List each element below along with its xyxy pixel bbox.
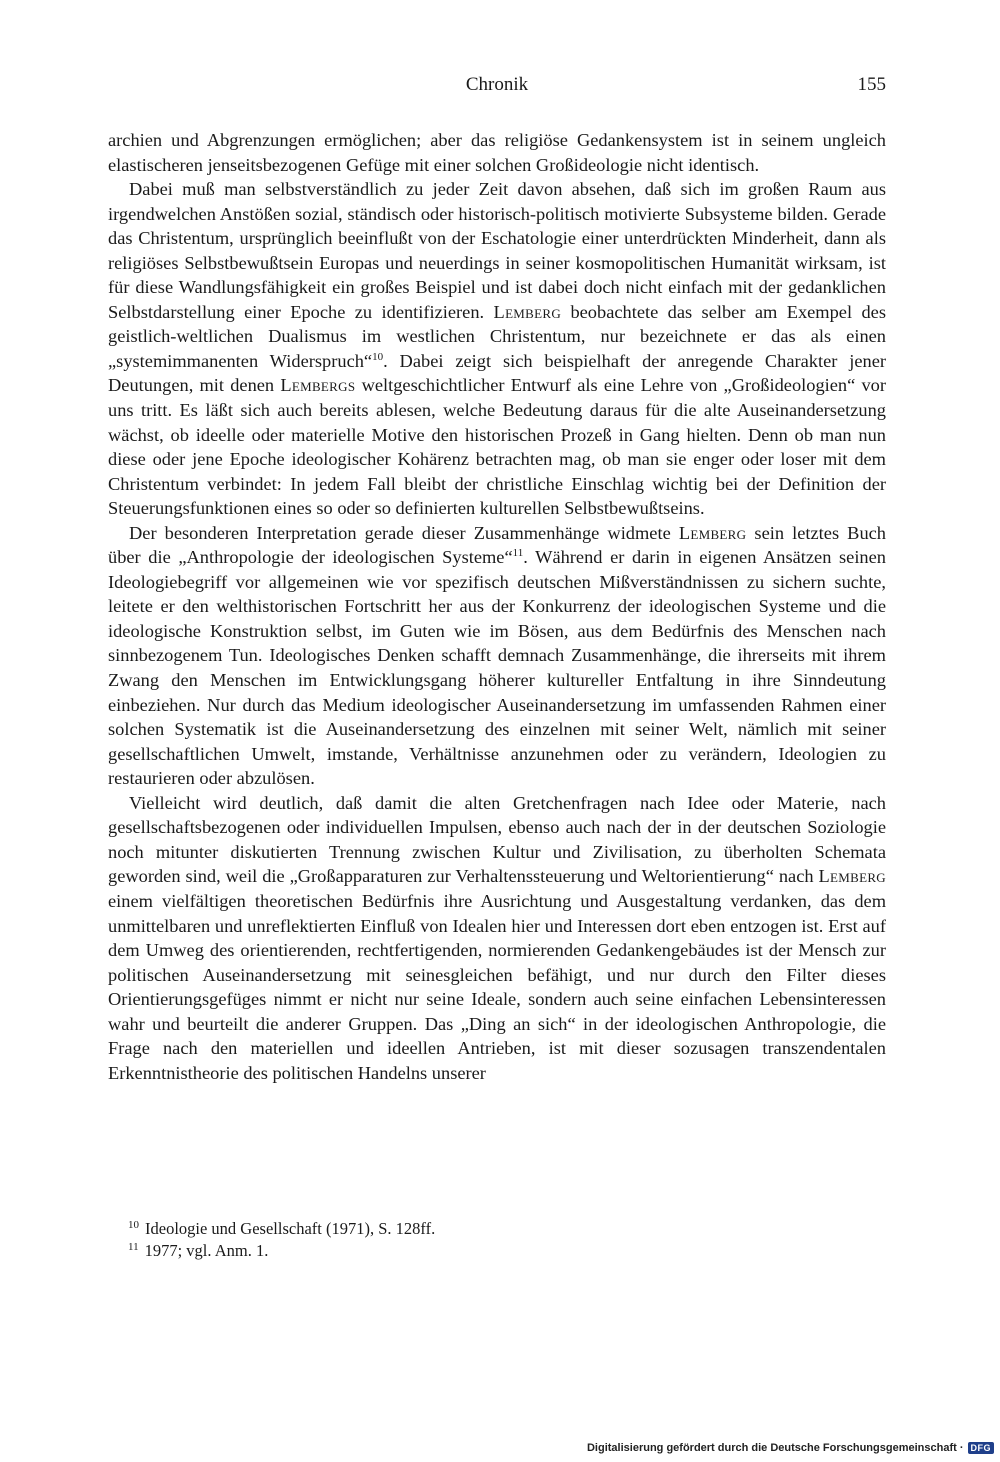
paragraph-text: . Dabei zeigt sich beispielhaft der anregende Charakter jener Deutungen, mit denen: [108, 350, 886, 396]
paragraph-text: Der besonderen Interpretation gerade dieser Zusammenhänge widmete: [129, 522, 679, 543]
paragraph: [108, 521, 886, 791]
footnote-mark: 10: [128, 1218, 139, 1231]
body-text: [108, 128, 886, 1085]
page-header: [108, 74, 886, 100]
paragraph: [108, 128, 886, 177]
funding-banner: [587, 1440, 994, 1456]
author-name: Lemberg: [818, 866, 886, 887]
running-title: Chronik: [465, 74, 529, 95]
footnote-text: Ideologie und Gesellschaft (1971), S. 128ff.: [145, 1219, 436, 1238]
footnote: [128, 1218, 828, 1240]
paragraph-text: Vielleicht wird deutlich, daß damit die alten Gretchenfragen nach Idee oder Materie, nach gesellschaftsbezogenen oder individuellen Impulsen, ebenso auch nach der in der deutschen Soziologie noch mitunter diskutierten Trennung zwischen Kultur und Zivilisation, zu überholten Schemata geworden sind, weil die „Großapparaturen zur Verhaltenssteuerung und Weltorientierung“ nach: [108, 792, 886, 887]
page-number: 155: [857, 74, 886, 95]
dfg-logo-icon: DFG: [968, 1442, 995, 1454]
paragraph-text: sein letztes Buch über die „Anthropologie der ideologischen Systeme“: [108, 522, 886, 568]
footnote-reference: 10: [372, 350, 384, 363]
footnote-mark: 11: [128, 1240, 139, 1253]
paragraph-text: archien und Abgrenzungen ermöglichen; aber das religiöse Gedankensystem ist in seinem ungleich elastischeren jenseitsbezogenen Gefüge mit einer solchen Großideologie nicht identisch.: [108, 130, 886, 175]
author-name: Lemberg: [678, 522, 747, 543]
author-name: Lemberg: [493, 301, 562, 322]
footnote: [128, 1240, 828, 1262]
paragraph-text: einem vielfältigen theoretischen Bedürfnis ihre Ausrichtung und Ausgestaltung verdanken, das dem unmittelbaren und unreflektierten Einfluß von Idealen hier und Interessen dort eben entzogen ist. Erst auf dem Umweg des orientierenden, rechtfertigenden, normierenden Gedankengebäudes ist der Mensch zur politischen Auseinandersetzung mit seinesgleichen befähigt, und nur durch den Filter dieses Orientierungsgefüges nimmt er nicht nur seine Ideale, sondern auch seine einfachen Lebensinteressen wahr und beurteilt die anderer Gruppen. Das „Ding an sich“ in der ideologischen Anthropologie, die Frage nach den materiellen und ideellen Antrieben, ist mit dieser sozusagen transzendentalen Erkenntnistheorie des politischen Handelns unserer: [108, 890, 886, 1083]
funding-text: Digitalisierung gefördert durch die Deutsche Forschungsgemeinschaft ·: [586, 1442, 964, 1454]
footnotes: [128, 1218, 828, 1262]
paragraph-text: weltgeschichtlicher Entwurf als eine Lehre von „Großideologien“ vor uns tritt. Es läßt sich auch bereits ablesen, welche Bedeutung daraus für die alte Auseinandersetzung wächst, ob ideelle oder materielle Motive den historischen Prozeß in Gang hielten. Denn ob man nun diese oder jene Epoche ideologischer Kohärenz betrachten mag, ob man sie enger oder loser mit dem Christentum verbindet: In jedem Fall bleibt der christliche Einschlag wichtig bei der Definition der Steuerungsfunktionen eines so oder so definierten kulturellen Selbstbewußtseins.: [108, 375, 886, 519]
paragraph-text: Dabei muß man selbstverständlich zu jeder Zeit davon absehen, daß sich im großen Raum aus irgendwelchen Anstößen sozial, ständisch oder historisch-politisch motivierte Subsysteme bilden. Gerade das Christentum, ursprünglich beeinflußt von der Eschatologie einer unterdrückten Minderheit, dann als religiöses Selbstbewußtsein Europas und neuerdings in seiner kosmopolitischen Humanität wirksam, ist für diese Wandlungsfähigkeit ein großes Beispiel und ist dabei doch nicht einfach mit der gedanklichen Selbstdarstellung einer Epoche zu identifizieren.: [108, 179, 886, 322]
footnote-reference: 11: [512, 547, 524, 560]
paragraph: [108, 791, 886, 1086]
paragraph: [108, 177, 886, 521]
author-name: Lembergs: [280, 375, 356, 396]
paragraph-text: beobachtete das selber am Exempel des geistlich-weltlichen Dualismus im westlichen Christentum, nur bezeichnete er das als einen „systemimmanenten Widerspruch“: [108, 301, 886, 371]
paragraph-text: . Während er darin in eigenen Ansätzen seinen Ideologiebegriff vor allgemeinen wie vor spezifisch deutschen Mißverständnissen zu sichern suchte, leitete er den welthistorischen Fortschritt her aus der Konkurrenz der ideologischen Systeme und die ideologische Konstruktion selbst, im Guten wie im Bösen, aus dem Bedürfnis des Menschen nach sinnbezogenem Tun. Ideologisches Denken schafft demnach Zusammenhänge, die ihrerseits mit ihrem Zwang den Menschen im Entwicklungsgang höherer kultureller Entfaltung in ihre Sinndeutung einbeziehen. Nur durch das Medium ideologischer Auseinandersetzung im umfassenden Rahmen einer solchen Systematik ist die Auseinandersetzung des einzelnen mit seiner Welt, nämlich mit seiner gesellschaftlichen Umwelt, imstande, Verhältnisse anzunehmen oder zu verändern, Ideologien zu restaurieren oder abzulösen.: [108, 547, 886, 789]
footnote-text: 1977; vgl. Anm. 1.: [144, 1241, 269, 1260]
